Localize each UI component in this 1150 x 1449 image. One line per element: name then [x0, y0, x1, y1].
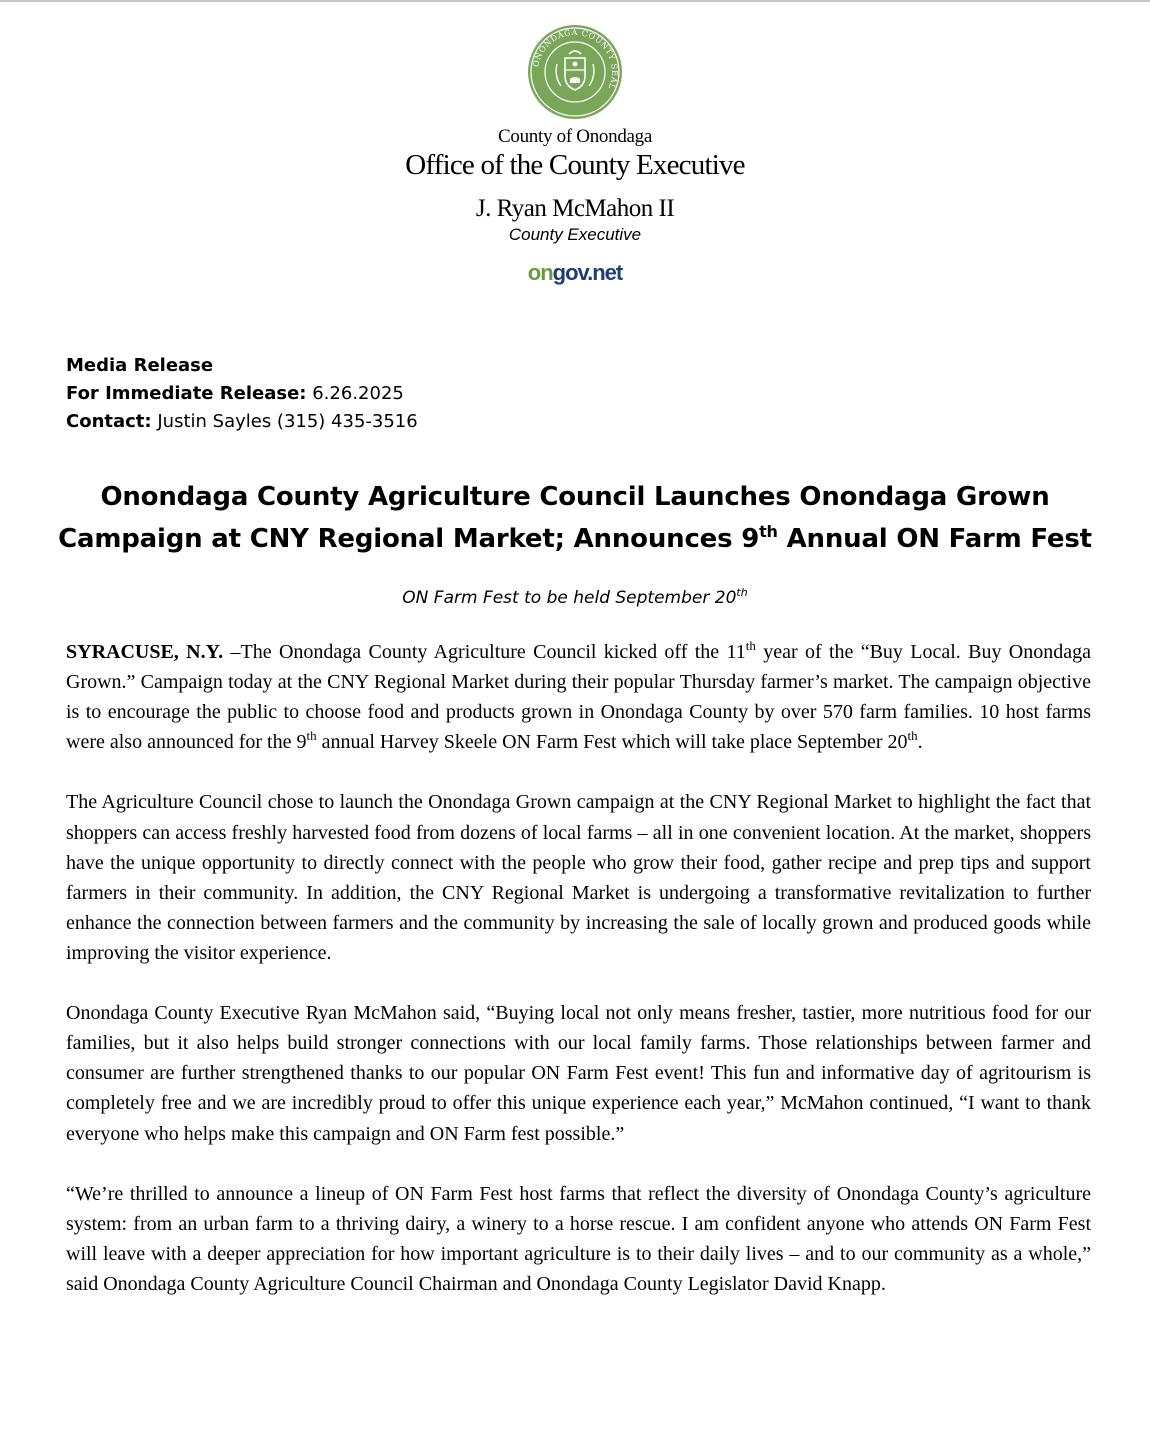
subheadline: ON Farm Fest to be held September 20th — [402, 586, 748, 608]
county-seal-logo — [527, 24, 623, 120]
website-domain: gov.net — [552, 260, 623, 285]
headline-line-2: Campaign at CNY Regional Market; Announces 9th Annual ON Farm Fest — [58, 522, 1092, 554]
contact-label: Contact: — [66, 411, 152, 432]
executive-title: County Executive — [508, 225, 642, 244]
office-name: Office of the County Executive — [405, 149, 745, 181]
paragraph-2: The Agriculture Council chose to launch the Onondaga Grown campaign at the CNY Regional Market to highlight the fact that shoppers can access freshly harvested food from dozens of local farms – all in one convenient location. At the market, shoppers have the unique opportunity to directly connect with the people who grow their food, gather recipe and prep tips and support farmers in their community. In addition, the CNY Regional Market is undergoing a transformative revitalization to further enhance the connection between farmers and the community by increasing the sale of locally grown and produced goods while improving the visitor experience. — [66, 791, 1091, 964]
article-body — [66, 637, 1091, 1329]
executive-name: J. Ryan McMahon II — [475, 195, 675, 222]
letterhead — [0, 24, 1150, 286]
paragraph-3: Onondaga County Executive Ryan McMahon said, “Buying local not only means fresher, tastier, more nutritious food for our families, but it also helps build stronger connections with our local family farms. Those relationships between farmer and consumer are further strengthened thanks to our popular ON Farm Fest event! This fun and informative day of agritourism is completely free and we are incredibly proud to offer this unique experience each year,” McMahon continued, “I want to thank everyone who helps make this campaign and ON Farm fest possible.” — [66, 1002, 1091, 1145]
headline — [40, 476, 1110, 560]
website-prefix: on — [527, 260, 553, 285]
headline-line-1: Onondaga County Agriculture Council Launches Onondaga Grown — [100, 482, 1050, 512]
seal-ring-text: ONONDAGA COUNTY SEAL — [531, 27, 620, 91]
paragraph-1: SYRACUSE, N.Y. –The Onondaga County Agriculture Council kicked off the 11th year of the “Buy Local. Buy Onondaga Grown.” Campaign today at the CNY Regional Market during their popular Thursday farmer’s market. The campaign objective is to encourage the public to choose food and products grown in Onondaga County by over 570 farm families. 10 host farms were also announced for the 9th annual Harvey Skeele ON Farm Fest which will take place September 20th. — [66, 638, 1091, 754]
dateline: SYRACUSE, N.Y. — [66, 641, 224, 663]
release-info — [66, 352, 418, 436]
release-date-label: For Immediate Release: — [66, 383, 307, 404]
county-name: County of Onondaga — [498, 126, 652, 147]
paragraph-4: “We’re thrilled to announce a lineup of ON Farm Fest host farms that reflect the diversity of Onondaga County’s agriculture system: from an urban farm to a thriving dairy, a winery to a horse rescue. I am confident anyone who attends ON Farm Fest will leave with a deeper appreciation for how important agriculture is to their daily lives – and to our community as a whole,” said Onondaga County Agriculture Council Chairman and Onondaga County Legislator David Knapp. — [66, 1182, 1091, 1295]
release-date: 6.26.2025 — [312, 383, 404, 404]
top-border — [0, 0, 1150, 2]
website-link[interactable] — [0, 260, 1150, 286]
release-type: Media Release — [66, 355, 214, 376]
contact-info: Justin Sayles (315) 435-3516 — [157, 411, 418, 432]
